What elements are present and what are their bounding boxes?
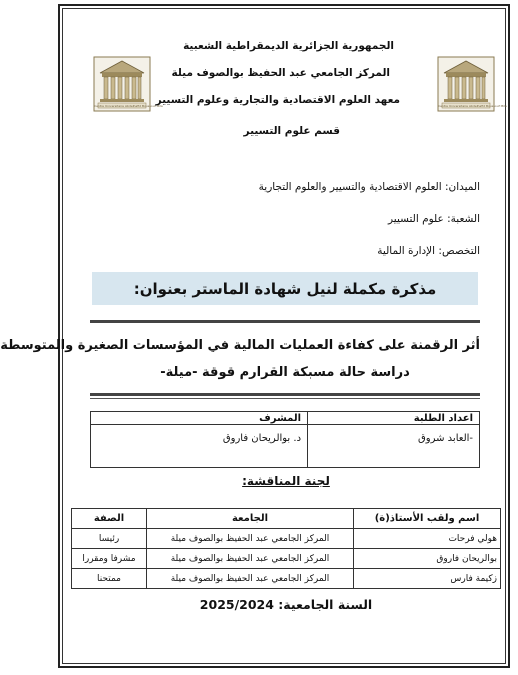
university-center-name: المركز الجامعي عبد الحفيظ بوالصوف ميلة xyxy=(171,67,390,79)
jury-member-university: المركز الجامعي عبد الحفيظ بوالصوف ميلة xyxy=(147,549,354,569)
jury-member-university: المركز الجامعي عبد الحفيظ بوالصوف ميلة xyxy=(147,529,354,549)
title-top-rule xyxy=(90,320,480,323)
republic-name: الجمهورية الجزائرية الديمقراطية الشعبية xyxy=(183,40,394,52)
department-name: قسم علوم التسيير xyxy=(243,125,340,137)
supervision-table xyxy=(90,411,480,468)
institute-name: معهد العلوم الاقتصادية والتجارية وعلوم التسيير xyxy=(155,94,400,106)
logo-right-caption: Centre Universitaire Abdelhafid Boussouf Mila xyxy=(438,104,507,108)
students-header: اعداد الطلبة xyxy=(308,412,480,425)
jury-member-name: بوالريحان فاروق xyxy=(354,549,501,569)
supervisor-name: د. بوالريحان فاروق xyxy=(91,425,308,468)
academic-year: السنة الجامعية: 2025/2024 xyxy=(199,597,373,612)
jury-member-university: المركز الجامعي عبد الحفيظ بوالصوف ميلة xyxy=(147,569,354,589)
jury-member-role: مشرفا ومقررا xyxy=(72,549,147,569)
student-name: -العابد شروق xyxy=(308,425,480,468)
field-domain: الميدان: العلوم الاقتصادية والتسيير والعلوم التجارية xyxy=(258,181,480,193)
jury-member-role: رئيسا xyxy=(72,529,147,549)
field-specialty: التخصص: الإدارة المالية xyxy=(377,245,480,257)
jury-member-role: ممتحنا xyxy=(72,569,147,589)
jury-table xyxy=(71,508,501,589)
thesis-title-line2: دراسة حالة مسبكة القرارم قوقة -ميلة- xyxy=(160,365,410,380)
jury-col-role: الصفة xyxy=(72,509,147,529)
table-row xyxy=(72,529,501,549)
title-bottom-thin-rule xyxy=(90,398,480,399)
jury-title: لجنة المناقشة: xyxy=(242,474,330,488)
field-branch: الشعبة: علوم التسيير xyxy=(387,213,480,225)
table-row xyxy=(72,549,501,569)
table-row xyxy=(72,569,501,589)
thesis-banner: مذكرة مكملة لنيل شهادة الماستر بعنوان: xyxy=(92,272,478,305)
jury-member-name: هولي فرحات xyxy=(354,529,501,549)
jury-member-name: زكيمة فارس xyxy=(354,569,501,589)
title-bottom-rule xyxy=(90,393,480,396)
logo-left-caption: Centre Universitaire Abdelhafid Boussouf Mila xyxy=(94,104,163,108)
supervisor-header: المشرف xyxy=(91,412,308,425)
jury-col-name: اسم ولقب الأستاذ(ة) xyxy=(354,509,501,529)
thesis-title-line1: أثر الرقمنة على كفاءة العمليات المالية في المؤسسات الصغيرة والمتوسطة xyxy=(0,338,480,353)
jury-col-university: الجامعة xyxy=(147,509,354,529)
